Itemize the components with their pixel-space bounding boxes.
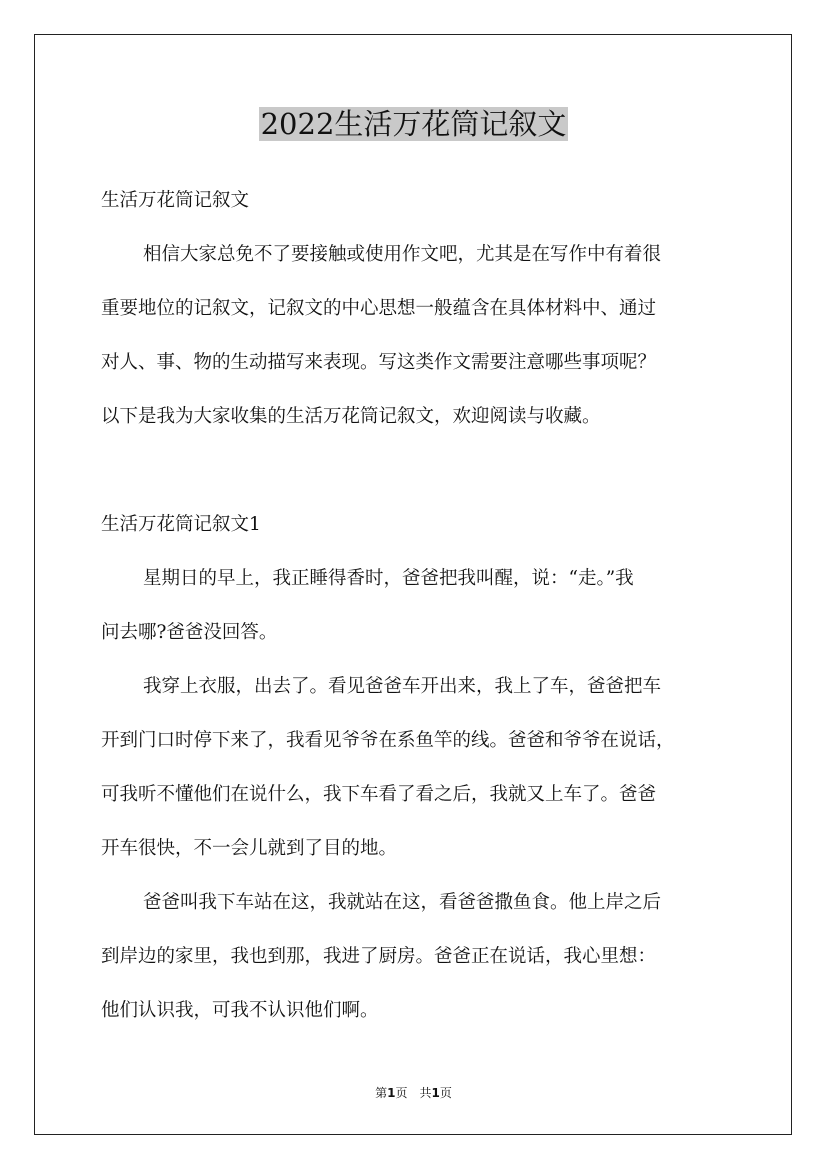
- paragraph-line: 开车很快，不一会儿就到了目的地。: [101, 838, 398, 859]
- paragraph-line: 问去哪?爸爸没回答。: [101, 622, 278, 643]
- paragraph-line: 开到门口时停下来了，我看见爷爷在系鱼竿的线。爸爸和爷爷在说话，: [101, 730, 675, 751]
- total-pages: 1: [431, 1086, 440, 1100]
- subtitle-line: 生活万花筒记叙文: [101, 190, 250, 211]
- paragraph-line: 重要地位的记叙文，记叙文的中心思想一般蕴含在具体材料中、通过: [101, 298, 657, 319]
- paragraph-line: 爸爸叫我下车站在这，我就站在这，看爸爸撒鱼食。他上岸之后: [143, 892, 662, 913]
- paragraph-line: 星期日的早上，我正睡得香时，爸爸把我叫醒，说：“走。”我: [143, 568, 634, 589]
- document-title: [0, 104, 827, 144]
- section-heading: 生活万花筒记叙文1: [101, 514, 261, 535]
- document-title-text: 2022生活万花筒记叙文: [260, 107, 567, 141]
- paragraph-line: 我穿上衣服，出去了。看见爸爸车开出来，我上了车，爸爸把车: [143, 676, 662, 697]
- page-mid: 页 共: [395, 1086, 432, 1100]
- paragraph-line: 对人、事、物的生动描写来表现。写这类作文需要注意哪些事项呢？: [101, 352, 657, 373]
- paragraph-line: 以下是我为大家收集的生活万花筒记叙文，欢迎阅读与收藏。: [101, 406, 601, 427]
- paragraph-line: 到岸边的家里，我也到那，我进了厨房。爸爸正在说话，我心里想：: [101, 946, 657, 967]
- paragraph-line: 他们认识我，可我不认识他们啊。: [101, 1000, 379, 1021]
- page-prefix: 第: [375, 1086, 388, 1100]
- document-body: [101, 174, 751, 1038]
- page-suffix: 页: [439, 1086, 452, 1100]
- paragraph-line: 相信大家总免不了要接触或使用作文吧，尤其是在写作中有着很: [143, 244, 662, 265]
- page-number: 1: [387, 1086, 396, 1100]
- paragraph-line: 可我听不懂他们在说什么，我下车看了看之后，我就又上车了。爸爸: [101, 784, 657, 805]
- page-footer: [0, 1084, 827, 1101]
- blank-line: [101, 444, 751, 498]
